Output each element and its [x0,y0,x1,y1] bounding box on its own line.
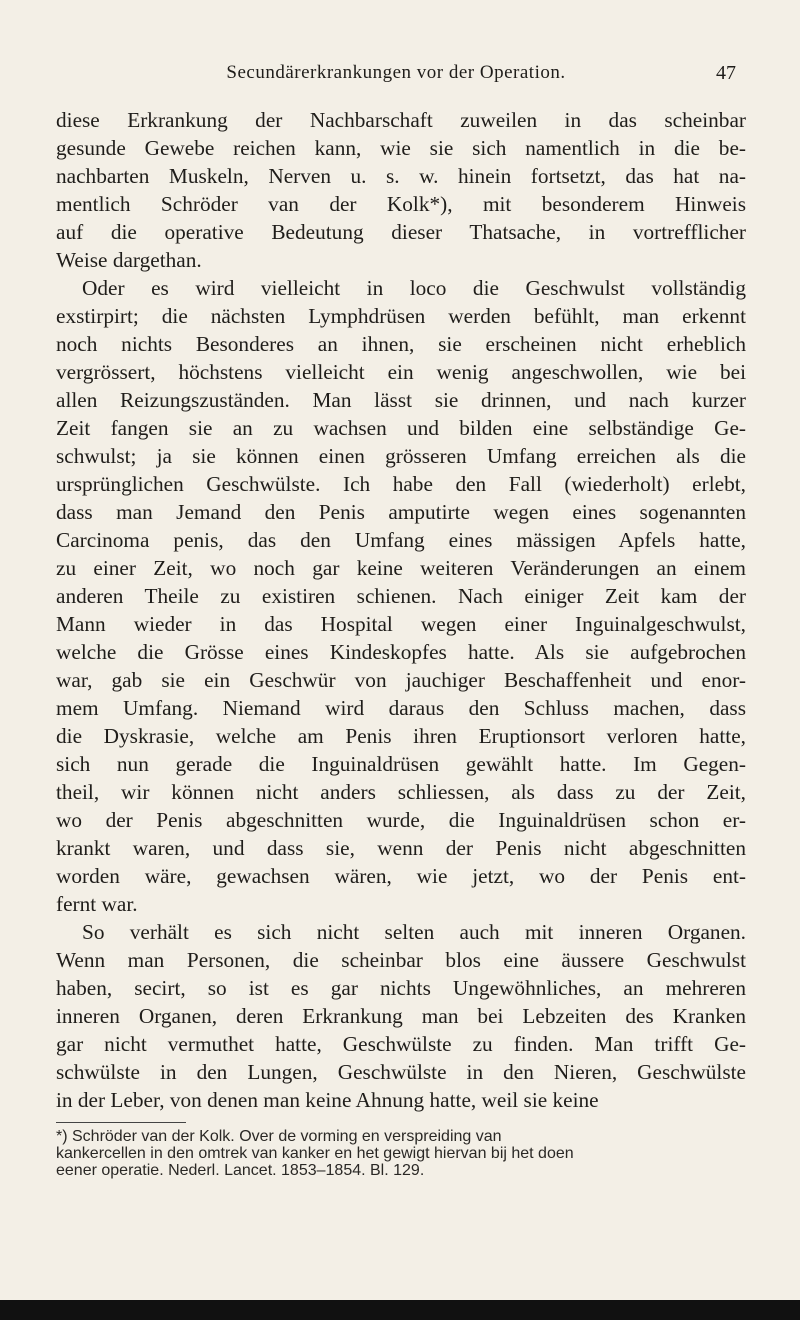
text-line: diese Erkrankung der Nachbarschaft zuweilen in das scheinbar [56,108,746,132]
text-line: haben, secirt, so ist es gar nichts Ungewöhnliches, an mehreren [56,976,746,1000]
footnote-divider [56,1122,186,1123]
text-line: theil, wir können nicht anders schliessen, als dass zu der Zeit, [56,780,746,804]
text-line: Mann wieder in das Hospital wegen einer Inguinalgeschwulst, [56,612,746,636]
text-line: Oder es wird vielleicht in loco die Geschwulst vollständig [82,276,746,300]
footnote-line: kankercellen in den omtrek van kanker en het gewigt hiervan bij het doen [56,1145,574,1162]
text-line: inneren Organen, deren Erkrankung man bei Lebzeiten des Kranken [56,1004,746,1028]
text-line: allen Reizungszuständen. Man lässt sie drinnen, und nach kurzer [56,388,746,412]
text-line: noch nichts Besonderes an ihnen, sie erscheinen nicht erheblich [56,332,746,356]
text-line: mem Umfang. Niemand wird daraus den Schluss machen, dass [56,696,746,720]
text-line: So verhält es sich nicht selten auch mit inneren Organen. [82,920,746,944]
text-line: vergrössert, höchstens vielleicht ein wenig angeschwollen, wie bei [56,360,746,384]
text-line: ursprünglichen Geschwülste. Ich habe den Fall (wiederholt) erlebt, [56,472,746,496]
text-line: sich nun gerade die Inguinaldrüsen gewählt hatte. Im Gegen- [56,752,746,776]
text-line: auf die operative Bedeutung dieser Thatsache, in vortrefflicher [56,220,746,244]
footnote [56,1128,746,1179]
running-header [56,62,736,92]
text-line: Weise dargethan. [56,248,202,272]
text-line: die Dyskrasie, welche am Penis ihren Eruptionsort verloren hatte, [56,724,746,748]
body-text [56,106,746,1114]
text-line: krankt waren, und dass sie, wenn der Penis nicht abgeschnitten [56,836,746,860]
text-line: nachbarten Muskeln, Nerven u. s. w. hinein fortsetzt, das hat na- [56,164,746,188]
text-line: dass man Jemand den Penis amputirte wegen eines sogenannten [56,500,746,524]
text-line: in der Leber, von denen man keine Ahnung hatte, weil sie keine [56,1088,599,1112]
page-number: 47 [716,62,736,84]
text-line: mentlich Schröder van der Kolk*), mit besonderem Hinweis [56,192,746,216]
text-line: war, gab sie ein Geschwür von jauchiger Beschaffenheit und enor- [56,668,746,692]
scan-edge-bar [0,1300,800,1320]
text-line: fernt war. [56,892,138,916]
text-line: Zeit fangen sie an zu wachsen und bilden eine selbständige Ge- [56,416,746,440]
text-line: zu einer Zeit, wo noch gar keine weiteren Veränderungen an einem [56,556,746,580]
text-line: worden wäre, gewachsen wären, wie jetzt, wo der Penis ent- [56,864,746,888]
running-title: Secundärerkrankungen vor der Operation. [226,62,566,83]
footnote-line: *) Schröder van der Kolk. Over de vorming en verspreiding van [56,1128,502,1145]
text-line: schwulst; ja sie können einen grösseren Umfang erreichen als die [56,444,746,468]
text-line: wo der Penis abgeschnitten wurde, die Inguinaldrüsen schon er- [56,808,746,832]
text-line: schwülste in den Lungen, Geschwülste in den Nieren, Geschwülste [56,1060,746,1084]
text-line: gar nicht vermuthet hatte, Geschwülste zu finden. Man trifft Ge- [56,1032,746,1056]
text-line: anderen Theile zu existiren schienen. Nach einiger Zeit kam der [56,584,746,608]
text-line: Carcinoma penis, das den Umfang eines mässigen Apfels hatte, [56,528,746,552]
footnote-line: eener operatie. Nederl. Lancet. 1853–1854. Bl. 129. [56,1162,425,1179]
text-line: exstirpirt; die nächsten Lymphdrüsen werden befühlt, man erkennt [56,304,746,328]
text-line: Wenn man Personen, die scheinbar blos eine äussere Geschwulst [56,948,746,972]
text-line: welche die Grösse eines Kindeskopfes hatte. Als sie aufgebrochen [56,640,746,664]
text-line: gesunde Gewebe reichen kann, wie sie sich namentlich in die be- [56,136,746,160]
